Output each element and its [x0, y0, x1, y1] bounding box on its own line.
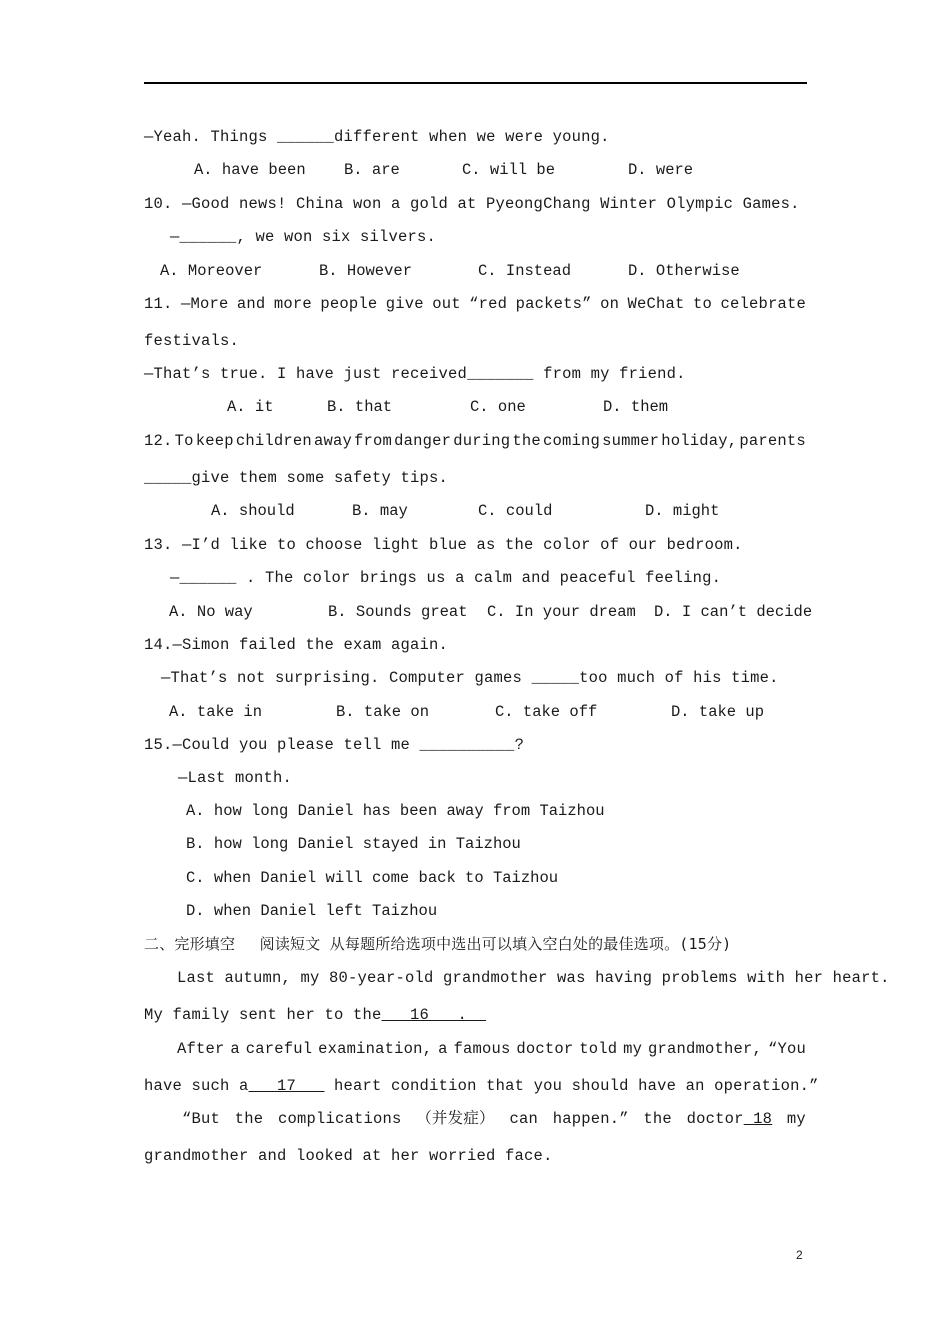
option-b: B. how long Daniel stayed in Taizhou: [186, 835, 521, 853]
q11-line-cont: festivals.: [144, 332, 240, 350]
option-a: A. it: [227, 398, 274, 416]
blank: ______: [179, 569, 237, 587]
option-c: C. could: [478, 502, 553, 520]
passage-line: After a careful examination, a famous doctor told my grandmother, “You: [177, 1040, 806, 1058]
option-d: D. when Daniel left Taizhou: [186, 902, 438, 920]
q14-response: —That’s not surprising. Computer games _____too much of his time.: [161, 669, 779, 687]
blank-16: 16 .: [381, 1006, 487, 1024]
option-c: C. will be: [462, 161, 556, 179]
option-b: B. However: [319, 262, 413, 280]
option-a: A. should: [211, 502, 295, 520]
q15-response: —Last month.: [178, 769, 293, 787]
blank: ______: [277, 128, 335, 146]
option-d: D. I can’t decide: [654, 603, 813, 621]
q12-line-cont: _____give them some safety tips.: [144, 469, 449, 487]
option-c: C. one: [470, 398, 526, 416]
option-c: C. take off: [495, 703, 598, 721]
q10-line: 10. —Good news! China won a gold at PyeongChang Winter Olympic Games.: [144, 195, 800, 213]
option-c: C. In your dream: [487, 603, 636, 621]
header-rule: [144, 82, 807, 84]
option-c: C. when Daniel will come back to Taizhou: [186, 869, 559, 887]
q14-line: 14.—Simon failed the exam again.: [144, 636, 449, 654]
page-number: 2: [796, 1248, 803, 1262]
passage-line: have such a 17 heart condition that you should have an operation.”: [144, 1077, 819, 1095]
option-a: A. how long Daniel has been away from Taizhou: [186, 802, 605, 820]
option-b: B. are: [344, 161, 400, 179]
blank-18: 18: [743, 1110, 773, 1128]
option-d: D. might: [645, 502, 720, 520]
option-a: A. have been: [194, 161, 306, 179]
q10-response: —______, we won six silvers.: [170, 228, 437, 246]
q15-line: 15.—Could you please tell me __________?: [144, 736, 525, 754]
passage-line: grandmother and looked at her worried face.: [144, 1147, 553, 1165]
option-d: D. take up: [671, 703, 765, 721]
option-b: B. that: [327, 398, 393, 416]
option-a: A. Moreover: [160, 262, 263, 280]
blank: ______: [179, 228, 237, 246]
option-b: B. take on: [336, 703, 430, 721]
blank: _______: [467, 365, 534, 383]
blank: __________: [419, 736, 515, 754]
passage-line: My family sent her to the 16 .: [144, 1006, 487, 1024]
option-d: D. them: [603, 398, 669, 416]
q11-line: 11. —More and more people give out “red packets” on WeChat to celebrate: [144, 295, 806, 313]
option-b: B. may: [352, 502, 408, 520]
option-d: D. Otherwise: [628, 262, 740, 280]
blank: _____: [144, 469, 192, 487]
blank-17: 17: [248, 1077, 325, 1095]
q13-response: —______ . The color brings us a calm and peaceful feeling.: [170, 569, 722, 587]
option-b: B. Sounds great: [328, 603, 468, 621]
option-a: A. take in: [169, 703, 263, 721]
passage-line: Last autumn, my 80-year-old grandmother was having problems with her heart.: [177, 969, 890, 987]
option-c: C. Instead: [478, 262, 572, 280]
blank: _____: [531, 669, 580, 687]
q12-line: 12. To keep children away from danger during the coming summer holiday, parents: [144, 432, 806, 450]
q11-response: —That’s true. I have just received_______ from my friend.: [144, 365, 686, 383]
q13-line: 13. —I’d like to choose light blue as the color of our bedroom.: [144, 536, 743, 554]
section-heading: 二、完形填空 阅读短文 从每题所给选项中选出可以填入空白处的最佳选项。(15分): [144, 935, 732, 953]
q9-line: —Yeah. Things ______different when we were young.: [144, 128, 610, 146]
option-d: D. were: [628, 161, 694, 179]
option-a: A. No way: [169, 603, 253, 621]
passage-line: “But the complications （并发症） can happen.” the doctor 18 my: [182, 1110, 806, 1128]
